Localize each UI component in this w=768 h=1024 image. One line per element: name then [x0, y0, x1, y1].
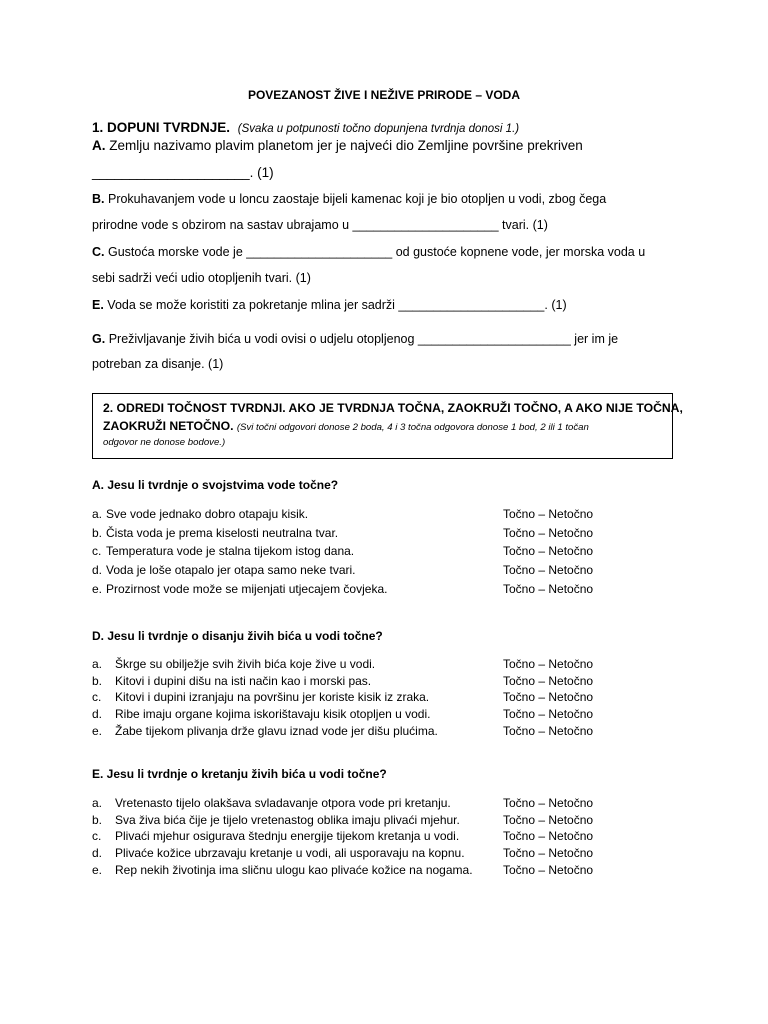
- statement-letter: e.: [92, 723, 103, 738]
- statement-row: [92, 846, 612, 863]
- statement-text: Temperatura vode je stalna tijekom istog dana.: [106, 544, 355, 559]
- statement-row: [92, 657, 612, 674]
- question-C-text: Gustoća morske vode je _____________________ od gustoće kopnene vode, jer morska voda u: [107, 245, 646, 259]
- statement-text: Kitovi i dupini izranjaju na površinu jer koriste kisik iz zraka.: [115, 690, 430, 705]
- answer-choice[interactable]: Točno – Netočno: [503, 690, 594, 705]
- answer-choice[interactable]: Točno – Netočno: [503, 796, 594, 810]
- statement-letter: b.: [92, 812, 103, 827]
- question-B-text: Prokuhavanjem vode u loncu zaostaje bijeli kamenac koji je bio otopljen u vodi, zbog čega: [107, 192, 607, 206]
- answer-choice[interactable]: Točno – Netočno: [503, 829, 594, 844]
- answer-choice[interactable]: Točno – Netočno: [503, 707, 594, 722]
- answer-choice[interactable]: Točno – Netočno: [503, 563, 594, 578]
- statement-letter: a.: [92, 796, 103, 810]
- statement-text: Škrge su obilježje svih živih bića koje žive u vodi.: [115, 657, 376, 671]
- question-E-letter: E.: [92, 298, 104, 312]
- question-C-line-1: [92, 245, 645, 259]
- statement-row: [92, 674, 612, 691]
- section-2-box: [92, 393, 683, 459]
- question-A-text: Zemlju nazivamo plavim planetom jer je najveći dio Zemljine površine prekriven: [109, 138, 583, 153]
- answer-choice[interactable]: Točno – Netočno: [503, 507, 594, 521]
- statement-letter: a.: [92, 507, 103, 521]
- statement-letter: b.: [92, 525, 103, 540]
- question-A-line-2: _____________________. (1): [92, 165, 274, 180]
- question-C-letter: C.: [92, 245, 105, 259]
- statement-row: [92, 526, 612, 543]
- question-A-letter: A.: [92, 138, 106, 153]
- statement-row: [92, 813, 612, 830]
- question-G-text: Preživljavanje živih bića u vodi ovisi o udjelu otopljenog ______________________ jer im je: [108, 332, 619, 346]
- statement-text: Kitovi i dupini dišu na isti način kao i morski pas.: [115, 673, 372, 688]
- statement-letter: e.: [92, 862, 103, 877]
- answer-choice[interactable]: Točno – Netočno: [503, 846, 594, 861]
- statement-row: [92, 563, 612, 580]
- statement-row: [92, 863, 612, 880]
- question-B-letter: B.: [92, 192, 105, 206]
- answer-choice[interactable]: Točno – Netočno: [503, 581, 594, 596]
- section-2-line-2: [103, 419, 662, 433]
- question-G-line-2: potreban za disanje. (1): [92, 357, 224, 371]
- group-D-heading: D. Jesu li tvrdnje o disanju živih bića u vodi točne?: [92, 629, 383, 643]
- statement-letter: b.: [92, 673, 103, 688]
- statement-text: Voda je loše otapalo jer otapa samo neke tvari.: [106, 563, 356, 578]
- statement-row: [92, 690, 612, 707]
- statement-letter: d.: [92, 707, 103, 722]
- question-E-line-1: [92, 298, 567, 312]
- statement-text: Sve vode jednako dobro otapaju kisik.: [106, 507, 309, 521]
- statement-row: [92, 829, 612, 846]
- answer-choice[interactable]: Točno – Netočno: [503, 657, 594, 671]
- answer-choice[interactable]: Točno – Netočno: [503, 525, 594, 540]
- answer-choice[interactable]: Točno – Netočno: [503, 862, 594, 877]
- question-B-line-2: prirodne vode s obzirom na sastav ubrajamo u _____________________ tvari. (1): [92, 218, 548, 232]
- statement-row: [92, 796, 612, 813]
- group-E-heading: E. Jesu li tvrdnje o kretanju živih bića u vodi točne?: [92, 767, 387, 781]
- statement-row: [92, 582, 612, 599]
- question-B-line-1: [92, 192, 606, 206]
- section-2-scoring-note: (Svi točni odgovori donose 2 boda, 4 i 3 točna odgovora donose 1 bod, 2 ili 1 točan: [236, 422, 589, 433]
- statement-letter: c.: [92, 829, 102, 844]
- statement-row: [92, 507, 612, 524]
- statement-text: Plivaći mjehur osigurava štednju energije tijekom kretanja u vodi.: [115, 829, 460, 844]
- statement-row: [92, 544, 612, 561]
- question-G-letter: G.: [92, 332, 106, 346]
- statement-letter: a.: [92, 657, 103, 671]
- page-title: POVEZANOST ŽIVE I NEŽIVE PRIRODE – VODA: [247, 88, 521, 102]
- statement-letter: e.: [92, 581, 103, 596]
- question-A-line-1: [92, 138, 583, 153]
- statement-text: Plivaće kožice ubrzavaju kretanje u vodi, ali usporavaju na kopnu.: [115, 846, 465, 861]
- statement-text: Prozirnost vode može se mijenjati utjecajem čovjeka.: [106, 581, 388, 596]
- section-2-scoring-note-end: odgovor ne donose bodove.): [103, 437, 226, 448]
- question-E-text: Voda se može koristiti za pokretanje mlina jer sadrži _____________________. (1): [107, 298, 567, 312]
- section-1-title: 1. DOPUNI TVRDNJE.: [92, 120, 231, 135]
- statement-letter: c.: [92, 544, 102, 559]
- answer-choice[interactable]: Točno – Netočno: [503, 812, 594, 827]
- group-A-heading: A. Jesu li tvrdnje o svojstvima vode točne?: [92, 478, 339, 492]
- statement-letter: d.: [92, 846, 103, 861]
- statement-text: Vretenasto tijelo olakšava svladavanje otpora vode pri kretanju.: [115, 796, 451, 810]
- answer-choice[interactable]: Točno – Netočno: [503, 673, 594, 688]
- statement-letter: c.: [92, 690, 102, 705]
- section-2-instruction: 2. ODREDI TOČNOST TVRDNJI. AKO JE TVRDNJA TOČNA, ZAOKRUŽI TOČNO, A AKO NIJE TOČNA,: [103, 401, 683, 415]
- answer-choice[interactable]: Točno – Netočno: [503, 544, 594, 559]
- statement-row: [92, 707, 612, 724]
- statement-letter: d.: [92, 563, 103, 578]
- section-1-heading: [92, 120, 519, 135]
- statement-text: Ribe imaju organe kojima iskorištavaju kisik otopljen u vodi.: [115, 707, 431, 722]
- section-2-instruction-end: ZAOKRUŽI NETOČNO.: [103, 419, 234, 433]
- statement-text: Sva živa bića čije je tijelo vretenastog oblika imaju plivaći mjehur.: [115, 812, 460, 827]
- question-C-line-2: sebi sadrži veći udio otopljenih tvari. (1): [92, 271, 311, 285]
- question-G-line-1: [92, 332, 618, 346]
- answer-choice[interactable]: Točno – Netočno: [503, 723, 594, 738]
- section-1-note: (Svaka u potpunosti točno dopunjena tvrdnja donosi 1.): [237, 123, 520, 135]
- statement-text: Žabe tijekom plivanja drže glavu iznad vode jer dišu plućima.: [115, 723, 438, 738]
- statement-text: Čista voda je prema kiselosti neutralna tvar.: [106, 525, 339, 540]
- statement-text: Rep nekih životinja ima sličnu ulogu kao plivaće kožice na nogama.: [115, 862, 473, 877]
- statement-row: [92, 724, 612, 741]
